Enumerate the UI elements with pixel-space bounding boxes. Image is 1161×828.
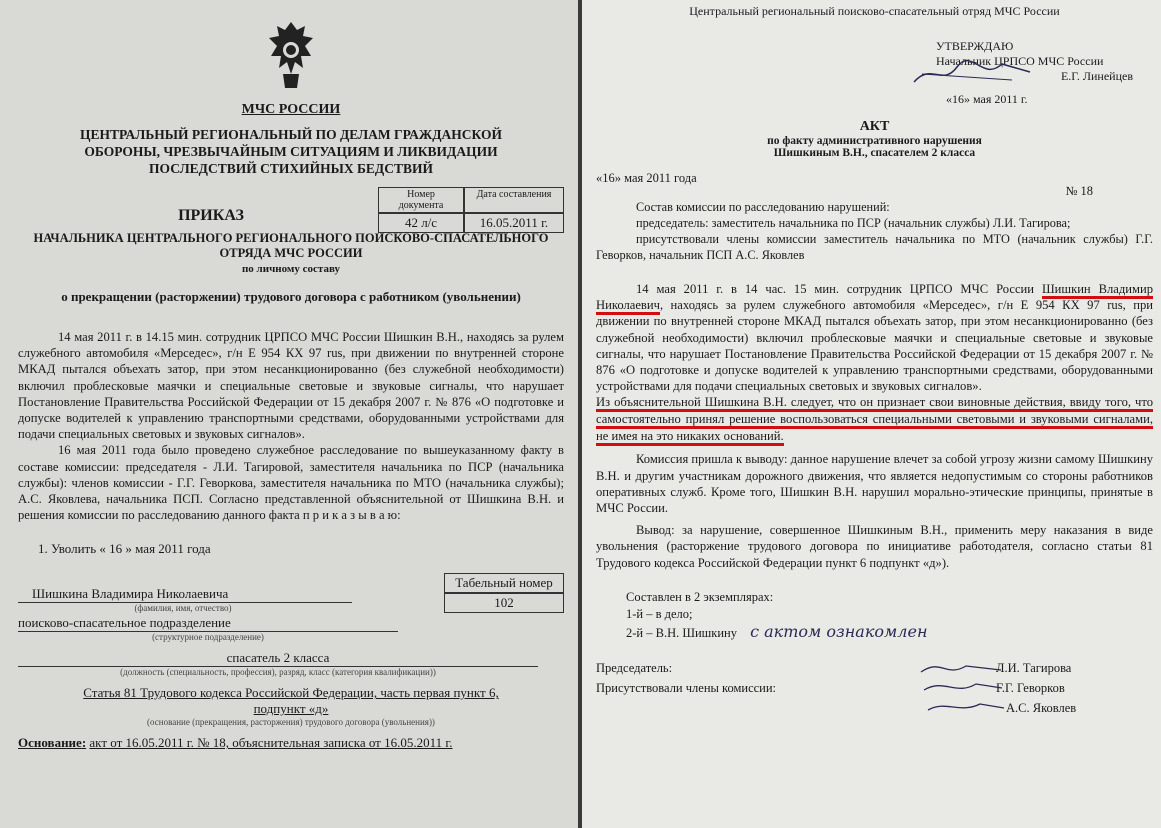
article-caption: (основание (прекращения, расторжения) трудового договора (увольнения))	[147, 717, 435, 728]
act-org-line: Центральный региональный поисково-спасательный отряд МЧС России	[689, 4, 1060, 18]
act-explanation-highlight: Из объяснительной Шишкина В.Н. следует, что он признает свои виновные действия, ввиду того, что самостоятельно принял решение воспользоваться специальными световыми и звуковыми сигналами, не имея на это никаких оснований.	[596, 395, 1153, 446]
act-paragraph-4: Вывод: за нарушение, совершенное Шишкиным В.Н., применить меру наказания в виде увольнения (расторжение трудового договора по инициативе работодателя, согласно статьи 81 Трудового кодекса Российской Федерации пункт 6 подпункт «д»).	[596, 523, 1153, 570]
chair-row	[596, 658, 1153, 678]
copy-1: 1-й – в дело;	[626, 606, 693, 621]
approve-signature-icon	[912, 52, 1032, 92]
member-2-name: А.С. Яковлев	[1006, 700, 1077, 715]
tab-number-label: Табельный номер	[444, 573, 564, 593]
doc-date-label: Дата составления	[464, 187, 564, 213]
division-caption: (структурное подразделение)	[152, 632, 264, 643]
order-subject: о прекращении (расторжении) трудового договора с работником (увольнении)	[61, 289, 521, 304]
order-issuer: НАЧАЛЬНИКА ЦЕНТРАЛЬНОГО РЕГИОНАЛЬНОГО ПОИСКОВО-СПАСАТЕЛЬНОГО ОТРЯДА МЧС РОССИИ	[33, 231, 549, 260]
approval-block	[936, 39, 1153, 107]
handwritten-acknowledgement: с актом ознакомлен	[750, 621, 928, 641]
basis-label: Основание:	[18, 735, 87, 751]
mchs-emblem-icon	[251, 16, 331, 96]
order-paragraph-1: 14 мая 2011 г. в 14.15 мин. сотрудник ЦРПСО МЧС России Шишкин В.Н., находясь за рулем служебного автомобиля «Мерседес», г/н Е 954 КХ 97 rus, при движении по внутренней стороне МКАД пытался объехать затор, при этом несанкционированно (без служебной необходимости) включил проблесковые маячки и специальные световые и звуковые сигналы, что нарушает Постановление Правительства Российской Федерации от 15 декабря 2007 г. № 876 «О подготовке и допуске водителей к управлению транспортными средствами, оборудованными устройствами для подачи специальных световых и звуковых сигналов».	[18, 330, 564, 442]
doc-num-value: 42 л/с	[378, 213, 464, 233]
member-2-row	[596, 698, 1153, 718]
act-subtitle-1: по факту административного нарушения	[767, 135, 982, 147]
left-org-title: МЧС РОССИИ	[241, 102, 341, 117]
copy-2-row	[626, 623, 1153, 642]
approve-date: «16» мая 2011 г.	[946, 92, 1028, 106]
fio-caption: (фамилия, имя, отчество)	[134, 603, 232, 614]
copies-heading: Составлен в 2 экземплярах:	[626, 589, 774, 604]
commission-heading: Состав комиссии по расследованию нарушений:	[636, 200, 890, 214]
committee-signatures-icon	[916, 658, 1006, 718]
members-label: Присутствовали члены комиссии:	[596, 680, 777, 695]
position-field: спасатель 2 класса	[18, 650, 538, 667]
order-paragraph-2: 16 мая 2011 года было проведено служебное расследование по вышеуказанному факту в составе комиссии: председателя - Л.И. Тагировой, заместителя начальника по ПСР (начальника службы): членов комиссии - Г.Г. Геворкова, заместителя начальника по МТО (начальника службы); А.С. Яковлева, начальника ПСП. Согласно представленной объяснительной от Шишкина В.Н. и решения комиссии по расследованию данного факта п р и к а з ы в а ю:	[18, 443, 564, 523]
approve-name: Е.Г. Линейцев	[1060, 69, 1133, 83]
approve-role: Начальник ЦРПСО МЧС России	[936, 54, 1104, 68]
order-category: по личному составу	[241, 263, 341, 275]
approve-heading: УТВЕРЖДАЮ	[936, 39, 1014, 53]
act-subtitle-2: Шишкиным В.Н., спасателем 2 класса	[773, 147, 976, 159]
order-title: ПРИКАЗ	[178, 207, 244, 224]
employee-name: Шишкина Владимира Николаевича	[18, 586, 352, 603]
basis-text: акт от 16.05.2011 г. № 18, объяснительная записка от 16.05.2011 г.	[89, 735, 453, 751]
division-field: поисково-спасательное подразделение	[18, 615, 398, 632]
copy-2: 2-й – В.Н. Шишкину	[626, 625, 737, 640]
basis-row	[18, 735, 564, 751]
left-org-full-name: ЦЕНТРАЛЬНЫЙ РЕГИОНАЛЬНЫЙ ПО ДЕЛАМ ГРАЖДАНСКОЙ ОБОРОНЫ, ЧРЕЗВЫЧАЙНЫМ СИТУАЦИЯМ И ЛИКВИДАЦИИ ПОСЛЕДСТВИЙ СТИХИЙНЫХ БЕДСТВИЙ	[80, 127, 502, 176]
act-number: № 18	[1065, 184, 1093, 198]
act-date: «16» мая 2011 года	[596, 171, 697, 185]
doc-date-value: 16.05.2011 г.	[464, 213, 564, 233]
copies-block	[626, 589, 1153, 642]
members-row	[596, 678, 1153, 698]
act-title: АКТ	[859, 119, 890, 134]
member-1-name: Г.Г. Геворков	[996, 680, 1065, 695]
order-item-dismiss: 1. Уволить « 16 » мая 2011 года	[38, 541, 211, 557]
act-paragraph-1	[596, 281, 1153, 394]
employee-row	[18, 573, 564, 613]
act-paragraph-2	[596, 394, 1153, 445]
commission-members: присутствовали члены комиссии заместитель начальника по МТО (начальник службы) Г.Г. Геворков, начальник ПСП А.С. Яковлев	[596, 232, 1153, 262]
left-document-page	[0, 0, 578, 828]
position-caption: (должность (специальность, профессия), разряд, класс (категория квалификации))	[120, 667, 436, 678]
act-paragraph-1-start: 14 мая 2011 г. в 14 час. 15 мин. сотрудник ЦРПСО МЧС России	[636, 282, 1035, 296]
chair-name: Л.И. Тагирова	[996, 660, 1072, 675]
chair-label: Председатель:	[596, 660, 673, 675]
article-field: Статья 81 Трудового кодекса Российской Федерации, часть первая пункт 6, подпункт «д»	[83, 685, 499, 717]
act-paragraph-1-rest: , находясь за рулем служебного автомобиля «Мерседес», г/н Е 954 КХ 97 rus, при движении по внутренней стороне МКАД пытался объехать затор, при этом несанкционированно (без служебной необходимости) включил проблесковые маячки и специальные световые и звуковые сигналы, что нарушает Постановление Правительства Российской Федерации от 15 декабря 2007 г. № 876 «О подготовке и допуске водителей к управлению транспортными средствами, оборудованными устройствами для подачи специальных световых и звуковых сигналов».	[596, 298, 1153, 394]
signatures-block	[596, 658, 1153, 718]
right-document-page	[582, 0, 1161, 828]
commission-chairman: председатель: заместитель начальника по ПСР (начальник службы) Л.И. Тагирова;	[636, 216, 1071, 230]
act-paragraph-3: Комиссия пришла к выводу: данное нарушение влечет за собой угрозу жизни самому Шишкину В.Н. и другим участникам дорожного движения, что является недопустимым со стороны работников оперативных служб. Кроме того, Шишкин В.Н. нарушил морально-этические принципы, принятые в МЧС России.	[596, 452, 1153, 516]
doc-num-label: Номер документа	[378, 187, 464, 213]
act-offender-name: Шишкин Владимир Николаевич	[596, 282, 1153, 315]
tab-number-value: 102	[444, 593, 564, 613]
